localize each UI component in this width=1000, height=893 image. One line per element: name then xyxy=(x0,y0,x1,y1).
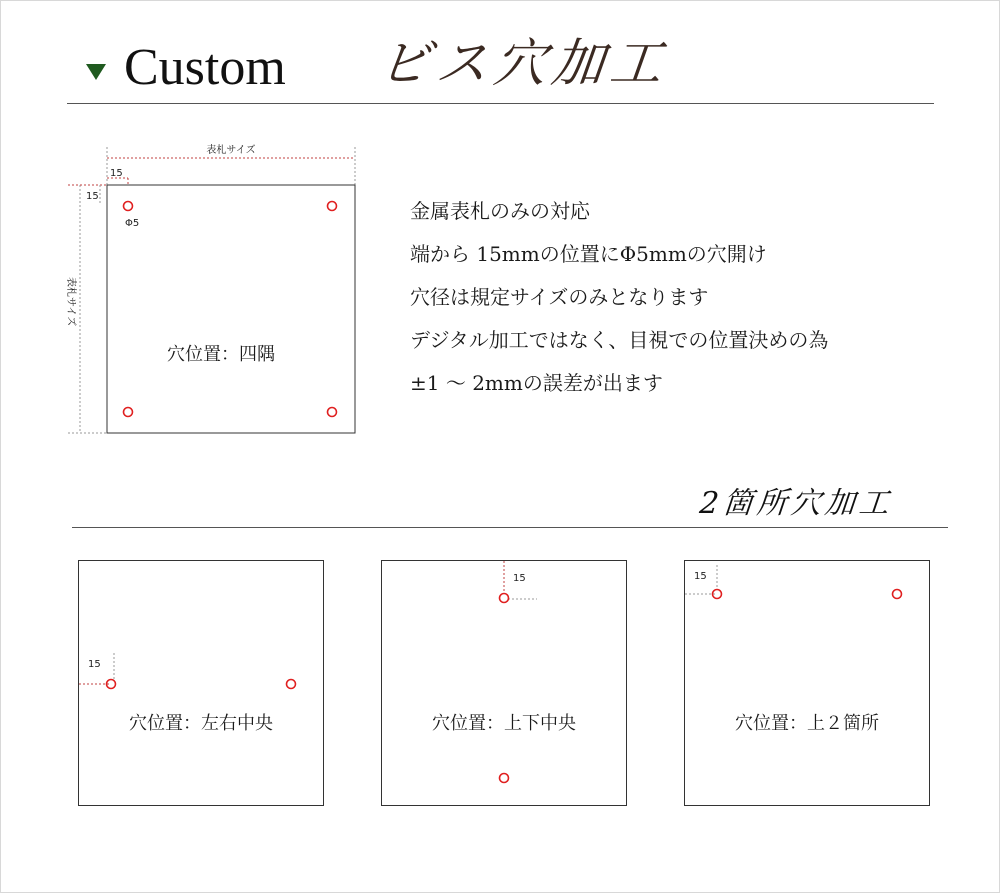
offset-x-label: 15 xyxy=(110,168,123,179)
plate-position-label: 穴位置：上２箇所 xyxy=(735,713,879,734)
offset-y-label: 15 xyxy=(86,191,99,202)
section-title: 2箇所穴加工 xyxy=(698,486,895,521)
header-divider xyxy=(67,103,934,104)
page-title: ビス穴加工 xyxy=(374,34,672,94)
hole-top xyxy=(500,594,509,603)
note-line: 端から 15mmの位置にΦ5mmの穴開け xyxy=(410,242,767,266)
plate-position-label: 穴位置：左右中央 xyxy=(129,713,273,734)
hole-bottom xyxy=(500,774,509,783)
offset-label: 15 xyxy=(88,659,101,670)
section-divider xyxy=(72,527,948,528)
plate-outline xyxy=(107,185,355,433)
plate-top-two xyxy=(684,560,930,806)
note-line: 穴径は規定サイズのみとなります xyxy=(410,285,709,309)
main-position-label: 穴位置：四隅 xyxy=(167,344,275,365)
height-label: 表札サイズ xyxy=(65,277,76,327)
hole-top-right xyxy=(893,590,902,599)
plate-top-bottom-center xyxy=(381,560,627,806)
plate-left-right-center xyxy=(78,560,324,806)
offset-label: 15 xyxy=(694,571,707,582)
four-corner-diagram xyxy=(60,135,380,455)
note-line: デジタル加工ではなく、目視での位置決めの為 xyxy=(410,328,829,352)
triangle-down-icon xyxy=(86,64,106,80)
hole-right xyxy=(287,680,296,689)
offset-label: 15 xyxy=(513,573,526,584)
note-line: 金属表札のみの対応 xyxy=(410,199,590,223)
plate-position-label: 穴位置：上下中央 xyxy=(432,713,576,734)
notes-list xyxy=(410,190,950,405)
hole-size-label: Φ5 xyxy=(125,218,140,229)
note-line: ±1 〜 2mmの誤差が出ます xyxy=(410,371,663,395)
width-label: 表札サイズ xyxy=(206,145,256,156)
page-header xyxy=(68,28,934,104)
four-corner-diagram-svg xyxy=(60,135,380,455)
custom-label: Custom xyxy=(124,39,286,96)
